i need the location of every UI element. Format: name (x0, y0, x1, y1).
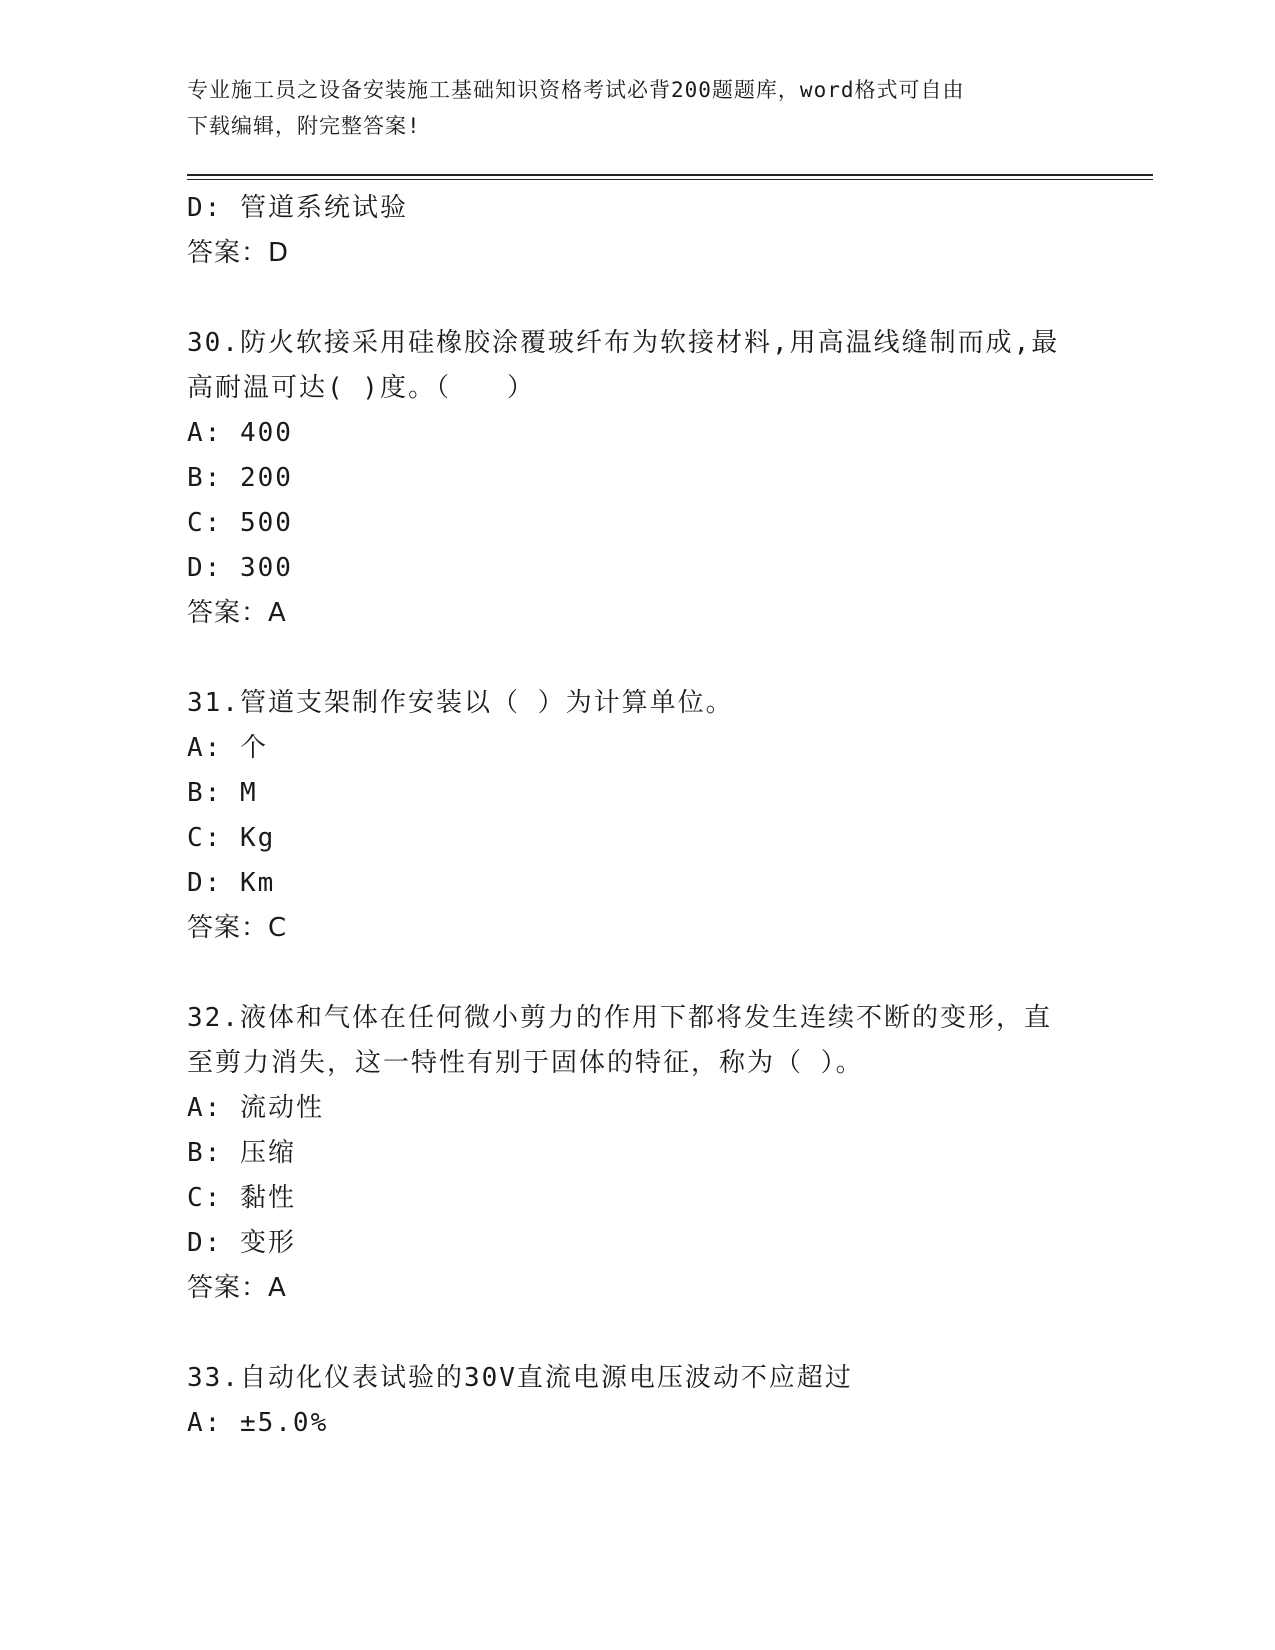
q32-option-c: C: 黏性 (187, 1183, 296, 1213)
q30-option-a: A: 400 (187, 418, 293, 448)
q32-answer: 答案：A (187, 1273, 287, 1303)
q30-option-c: C: 500 (187, 508, 293, 538)
q32-option-b: B: 压缩 (187, 1138, 296, 1168)
document-header (187, 72, 1087, 144)
q30-stem-line-2: 高耐温可达( )度。（ ） (187, 373, 535, 403)
q31-stem-line-1: 31.管道支架制作安装以（ ）为计算单位。 (187, 688, 734, 718)
header-divider-lower (187, 179, 1153, 180)
q32-option-a: A: 流动性 (187, 1093, 324, 1123)
q31-option-b: B: M (187, 778, 258, 808)
q30-option-b: B: 200 (187, 463, 293, 493)
q30-option-d: D: 300 (187, 553, 293, 583)
header-line-1: 专业施工员之设备安装施工基础知识资格考试必背200题题库，word格式可自由 (187, 78, 965, 102)
q29-option-d: D: 管道系统试验 (187, 193, 408, 223)
header-divider-upper (187, 174, 1153, 176)
q31-option-d: D: Km (187, 868, 276, 898)
q32-stem-line-1: 32.液体和气体在任何微小剪力的作用下都将发生连续不断的变形，直 (187, 1003, 1052, 1033)
header-line-2: 下载编辑，附完整答案! (187, 114, 421, 138)
q31-answer: 答案：C (187, 913, 288, 943)
q31-option-a: A: 个 (187, 733, 268, 763)
q30-stem-line-1: 30.防火软接采用硅橡胶涂覆玻纤布为软接材料,用高温线缝制而成,最 (187, 328, 1060, 358)
q31-option-c: C: Kg (187, 823, 276, 853)
q32-option-d: D: 变形 (187, 1228, 296, 1258)
q30-answer: 答案：A (187, 598, 287, 628)
q33-stem-line-1: 33.自动化仪表试验的30V直流电源电压波动不应超过 (187, 1363, 853, 1393)
q33-option-a: A: ±5.0% (187, 1408, 329, 1438)
q32-stem-line-2: 至剪力消失，这一特性有别于固体的特征，称为（ ）。 (187, 1048, 864, 1078)
q29-answer: 答案：D (187, 238, 290, 268)
